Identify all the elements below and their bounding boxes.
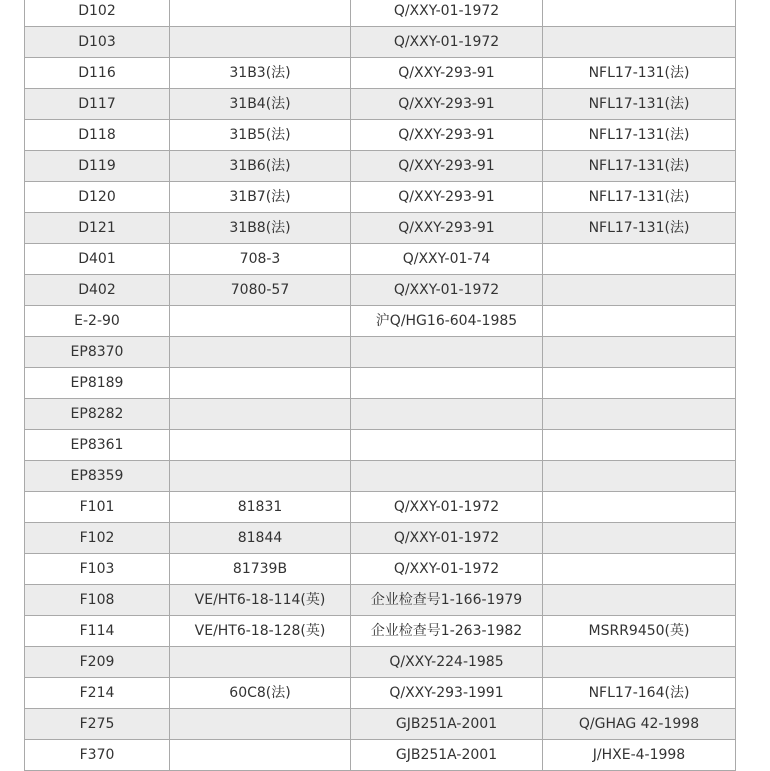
standards-table [24, 0, 736, 771]
table-row [25, 709, 736, 740]
grade-cell: EP8361 [25, 430, 170, 461]
table-row [25, 492, 736, 523]
foreign-equivalent-cell: 708-3 [170, 244, 351, 275]
standard-cell: Q/XXY-293-91 [351, 120, 543, 151]
foreign-standard-cell [543, 585, 736, 616]
table-row [25, 678, 736, 709]
table-row [25, 616, 736, 647]
foreign-equivalent-cell: 31B7(法) [170, 182, 351, 213]
foreign-equivalent-cell: VE/HT6-18-128(英) [170, 616, 351, 647]
standard-cell: Q/XXY-293-1991 [351, 678, 543, 709]
standard-cell: Q/XXY-293-91 [351, 151, 543, 182]
foreign-standard-cell [543, 306, 736, 337]
grade-cell: EP8282 [25, 399, 170, 430]
table-row [25, 27, 736, 58]
foreign-equivalent-cell: 7080-57 [170, 275, 351, 306]
table-row [25, 0, 736, 27]
grade-cell: D119 [25, 151, 170, 182]
standard-cell [351, 368, 543, 399]
grade-cell: E-2-90 [25, 306, 170, 337]
grade-cell: F275 [25, 709, 170, 740]
foreign-standard-cell: NFL17-131(法) [543, 182, 736, 213]
foreign-standard-cell: NFL17-131(法) [543, 213, 736, 244]
table-row [25, 430, 736, 461]
grade-cell: F101 [25, 492, 170, 523]
foreign-standard-cell [543, 492, 736, 523]
grade-cell: EP8370 [25, 337, 170, 368]
foreign-equivalent-cell: 60C8(法) [170, 678, 351, 709]
foreign-equivalent-cell [170, 647, 351, 678]
standard-cell: Q/XXY-01-74 [351, 244, 543, 275]
standard-cell [351, 430, 543, 461]
table-row [25, 306, 736, 337]
grade-cell: D118 [25, 120, 170, 151]
standard-cell [351, 399, 543, 430]
grade-cell: F209 [25, 647, 170, 678]
foreign-equivalent-cell: VE/HT6-18-114(英) [170, 585, 351, 616]
grade-cell: EP8359 [25, 461, 170, 492]
standard-cell: Q/XXY-224-1985 [351, 647, 543, 678]
table-row [25, 58, 736, 89]
foreign-equivalent-cell [170, 709, 351, 740]
grade-cell: F214 [25, 678, 170, 709]
standard-cell: Q/XXY-293-91 [351, 58, 543, 89]
foreign-equivalent-cell [170, 399, 351, 430]
foreign-standard-cell [543, 244, 736, 275]
foreign-standard-cell [543, 275, 736, 306]
grade-cell: F370 [25, 740, 170, 771]
foreign-equivalent-cell [170, 0, 351, 27]
foreign-equivalent-cell [170, 306, 351, 337]
material-standards-table [24, 0, 735, 771]
table-row [25, 275, 736, 306]
table-row [25, 337, 736, 368]
standard-cell: Q/XXY-293-91 [351, 182, 543, 213]
foreign-standard-cell [543, 461, 736, 492]
grade-cell: F108 [25, 585, 170, 616]
foreign-standard-cell [543, 0, 736, 27]
foreign-equivalent-cell [170, 368, 351, 399]
standard-cell [351, 337, 543, 368]
foreign-standard-cell: J/HXE-4-1998 [543, 740, 736, 771]
foreign-standard-cell: MSRR9450(英) [543, 616, 736, 647]
grade-cell: D121 [25, 213, 170, 244]
foreign-equivalent-cell [170, 430, 351, 461]
standard-cell: GJB251A-2001 [351, 709, 543, 740]
standard-cell: Q/XXY-01-1972 [351, 492, 543, 523]
standard-cell: GJB251A-2001 [351, 740, 543, 771]
standard-cell: Q/XXY-01-1972 [351, 275, 543, 306]
foreign-equivalent-cell [170, 337, 351, 368]
foreign-standard-cell: Q/GHAG 42-1998 [543, 709, 736, 740]
foreign-standard-cell [543, 647, 736, 678]
table-body [25, 0, 736, 771]
table-row [25, 89, 736, 120]
standard-cell: 沪Q/HG16-604-1985 [351, 306, 543, 337]
grade-cell: D117 [25, 89, 170, 120]
table-row [25, 182, 736, 213]
foreign-equivalent-cell [170, 740, 351, 771]
standard-cell: Q/XXY-01-1972 [351, 523, 543, 554]
standard-cell: 企业检查号1-166-1979 [351, 585, 543, 616]
table-row [25, 523, 736, 554]
grade-cell: D103 [25, 27, 170, 58]
table-row [25, 368, 736, 399]
foreign-equivalent-cell: 81739B [170, 554, 351, 585]
standard-cell: Q/XXY-01-1972 [351, 0, 543, 27]
foreign-standard-cell [543, 554, 736, 585]
standard-cell [351, 461, 543, 492]
foreign-standard-cell: NFL17-131(法) [543, 89, 736, 120]
grade-cell: F114 [25, 616, 170, 647]
table-row [25, 647, 736, 678]
foreign-standard-cell [543, 523, 736, 554]
standard-cell: Q/XXY-01-1972 [351, 554, 543, 585]
grade-cell: F103 [25, 554, 170, 585]
standard-cell: 企业检查号1-263-1982 [351, 616, 543, 647]
foreign-standard-cell: NFL17-131(法) [543, 151, 736, 182]
table-row [25, 585, 736, 616]
foreign-equivalent-cell: 81831 [170, 492, 351, 523]
foreign-standard-cell: NFL17-131(法) [543, 120, 736, 151]
table-row [25, 213, 736, 244]
grade-cell: EP8189 [25, 368, 170, 399]
table-row [25, 740, 736, 771]
foreign-equivalent-cell: 31B8(法) [170, 213, 351, 244]
foreign-standard-cell [543, 399, 736, 430]
foreign-equivalent-cell: 31B3(法) [170, 58, 351, 89]
grade-cell: F102 [25, 523, 170, 554]
standard-cell: Q/XXY-01-1972 [351, 27, 543, 58]
standard-cell: Q/XXY-293-91 [351, 89, 543, 120]
foreign-standard-cell [543, 337, 736, 368]
foreign-equivalent-cell [170, 461, 351, 492]
table-row [25, 399, 736, 430]
table-row [25, 554, 736, 585]
grade-cell: D116 [25, 58, 170, 89]
foreign-equivalent-cell: 31B5(法) [170, 120, 351, 151]
foreign-standard-cell: NFL17-164(法) [543, 678, 736, 709]
foreign-equivalent-cell: 31B6(法) [170, 151, 351, 182]
grade-cell: D401 [25, 244, 170, 275]
table-row [25, 120, 736, 151]
foreign-equivalent-cell: 81844 [170, 523, 351, 554]
foreign-standard-cell [543, 430, 736, 461]
grade-cell: D120 [25, 182, 170, 213]
foreign-standard-cell [543, 27, 736, 58]
grade-cell: D402 [25, 275, 170, 306]
foreign-standard-cell [543, 368, 736, 399]
standard-cell: Q/XXY-293-91 [351, 213, 543, 244]
foreign-equivalent-cell [170, 27, 351, 58]
table-row [25, 244, 736, 275]
grade-cell: D102 [25, 0, 170, 27]
foreign-standard-cell: NFL17-131(法) [543, 58, 736, 89]
foreign-equivalent-cell: 31B4(法) [170, 89, 351, 120]
table-row [25, 461, 736, 492]
table-row [25, 151, 736, 182]
